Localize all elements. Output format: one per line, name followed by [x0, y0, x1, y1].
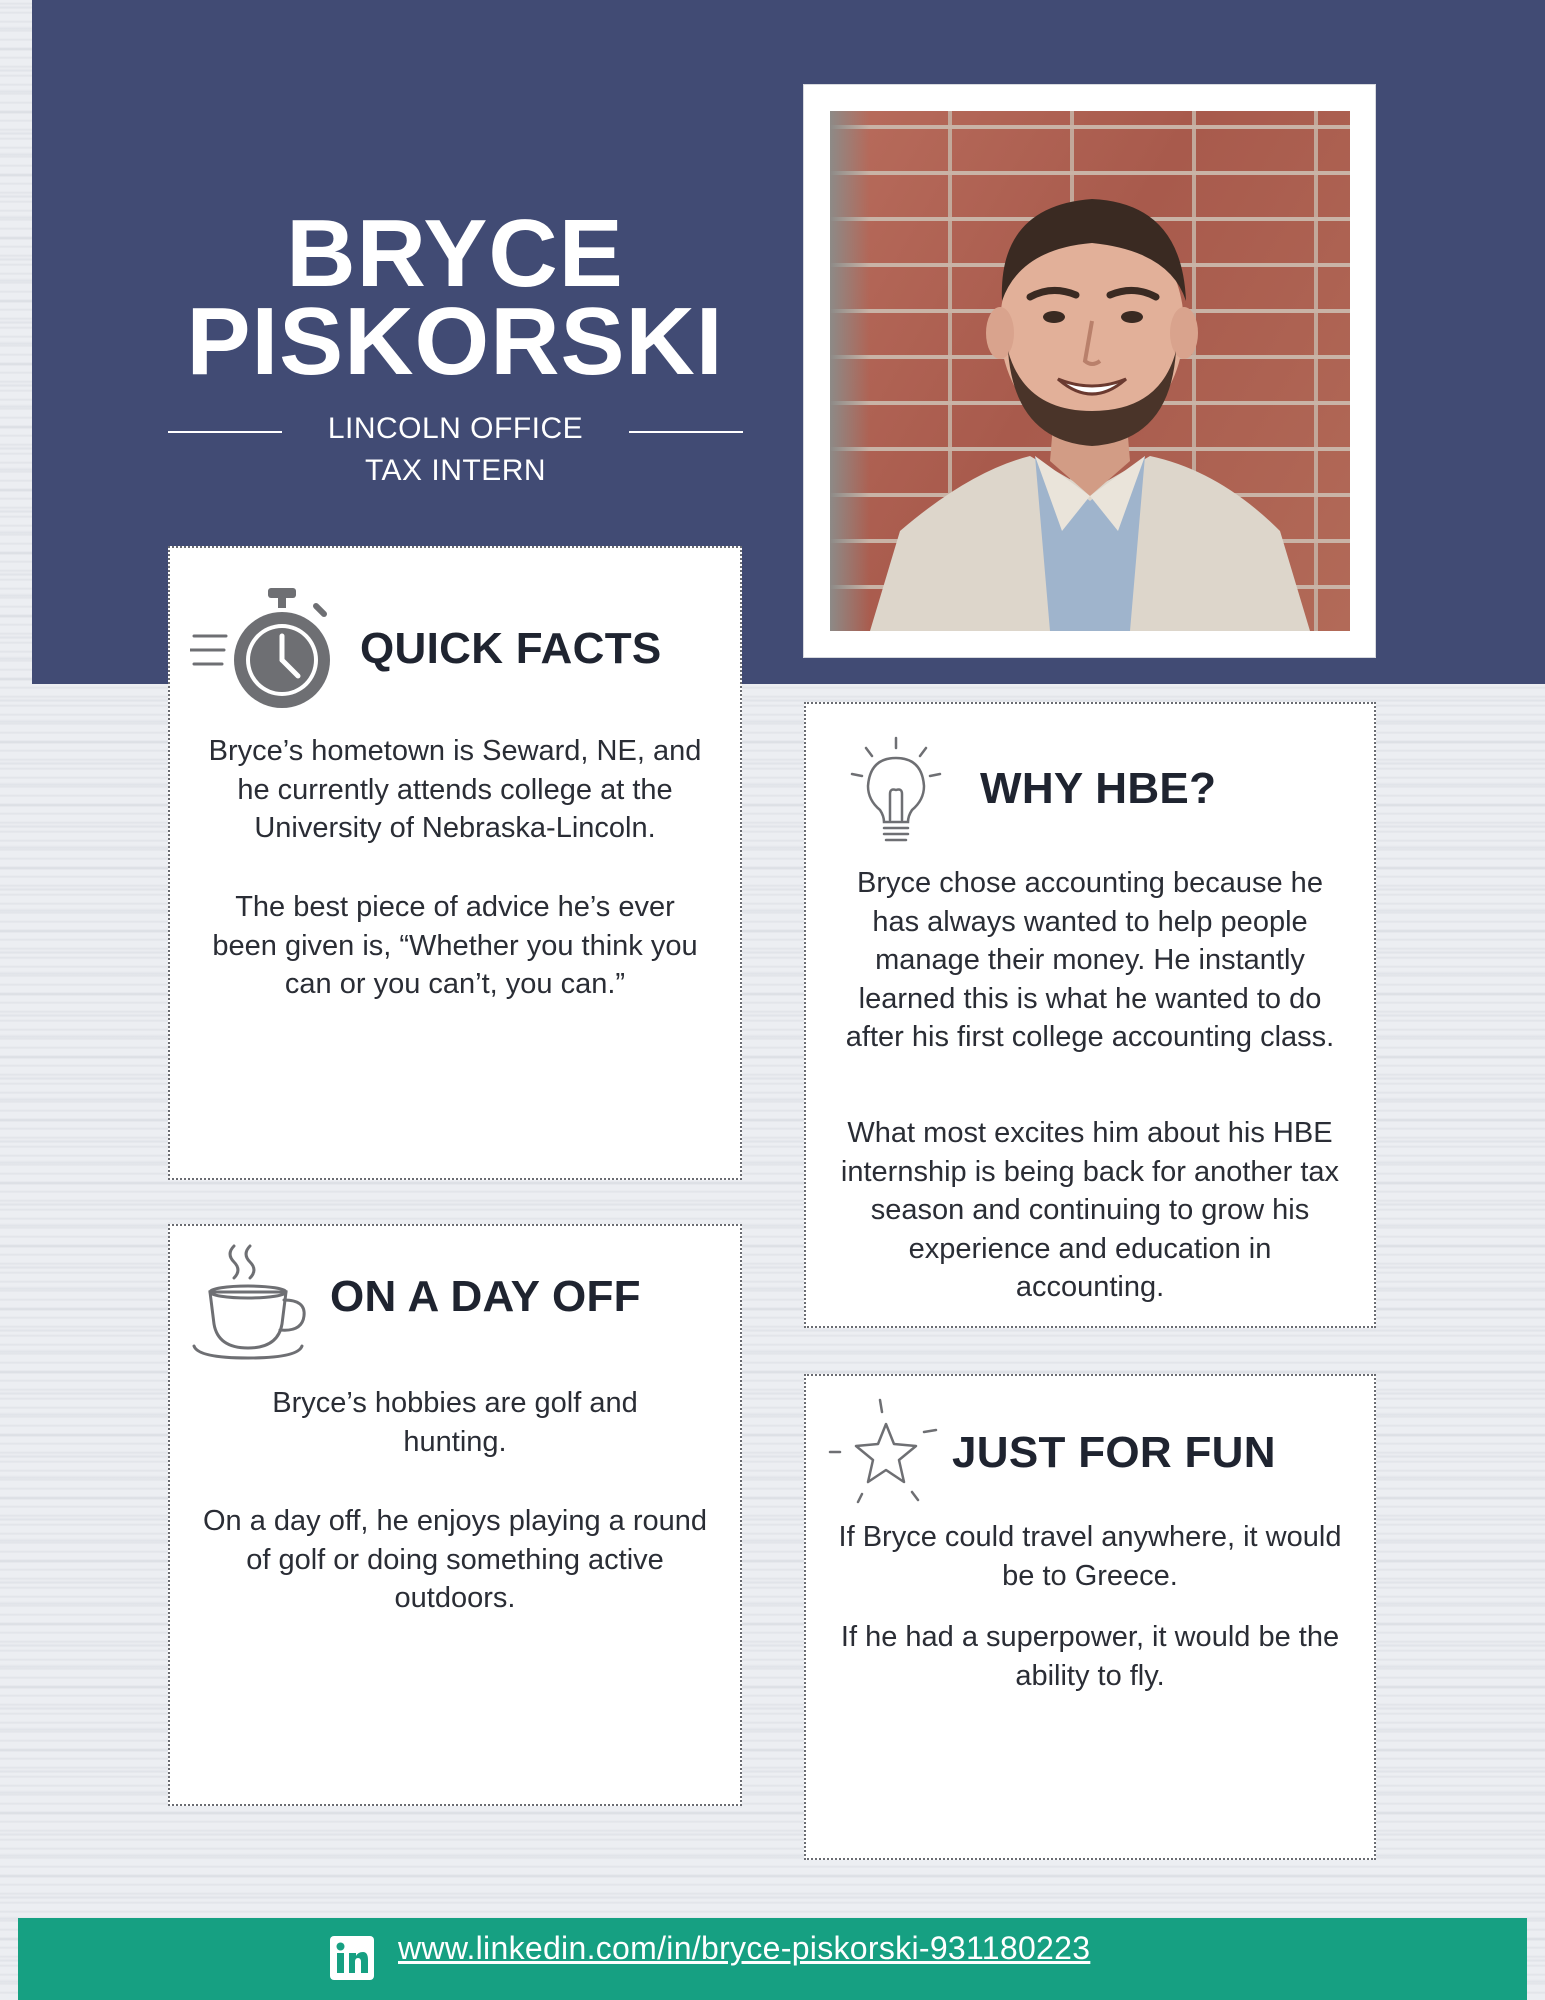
why-hbe-card — [804, 702, 1376, 1328]
day-off-card — [168, 1224, 742, 1806]
just-for-fun-card — [804, 1374, 1376, 1860]
just-for-fun-text-1: If Bryce could travel anywhere, it would be to Greece. — [838, 1521, 1342, 1592]
star-icon — [826, 1396, 946, 1506]
subtitle-block — [168, 410, 743, 487]
just-for-fun-title: JUST FOR FUN — [952, 1428, 1276, 1477]
day-off-title: ON A DAY OFF — [330, 1272, 641, 1321]
profile-photo — [830, 111, 1350, 631]
quick-facts-text-1: Bryce’s hometown is Seward, NE, and he currently attends college at the University of Nebraska-Lincoln. — [208, 735, 702, 844]
just-for-fun-text-2: If he had a superpower, it would be the ability to fly. — [840, 1621, 1340, 1692]
why-hbe-text-1: Bryce chose accounting because he has always wanted to help people manage their money. He instantly learned this is what he wanted to do after his first college accounting class. — [845, 867, 1335, 1053]
quick-facts-text-2: The best piece of advice he’s ever been given is, “Whether you think you can or you can’t, you can.” — [212, 891, 698, 1000]
quick-facts-card — [168, 546, 742, 1180]
portrait-illustration — [830, 111, 1350, 631]
last-name: PISKORSKI — [186, 288, 724, 395]
footer-band — [18, 1918, 1527, 2000]
why-hbe-text-2: What most excites him about his HBE internship is being back for another tax season and continuing to grow his experience and education in accounting. — [840, 1117, 1340, 1303]
linkedin-icon[interactable] — [330, 1936, 374, 1980]
quick-facts-title: QUICK FACTS — [360, 624, 662, 673]
stopwatch-icon — [190, 588, 340, 718]
first-name: BRYCE — [286, 200, 624, 307]
role-label: TAX INTERN — [364, 454, 547, 487]
photo-frame — [803, 84, 1376, 658]
lightbulb-icon — [846, 734, 946, 850]
day-off-text-2: On a day off, he enjoys playing a round of golf or doing something active outdoors. — [202, 1505, 708, 1614]
office-label: LINCOLN OFFICE — [327, 412, 584, 445]
name-block — [150, 200, 760, 395]
why-hbe-title: WHY HBE? — [980, 764, 1217, 813]
linkedin-link[interactable]: www.linkedin.com/in/bryce-piskorski-931180223 — [398, 1930, 1091, 1966]
coffee-cup-icon — [188, 1240, 318, 1370]
day-off-text-1: Bryce’s hobbies are golf and hunting. — [272, 1387, 638, 1458]
